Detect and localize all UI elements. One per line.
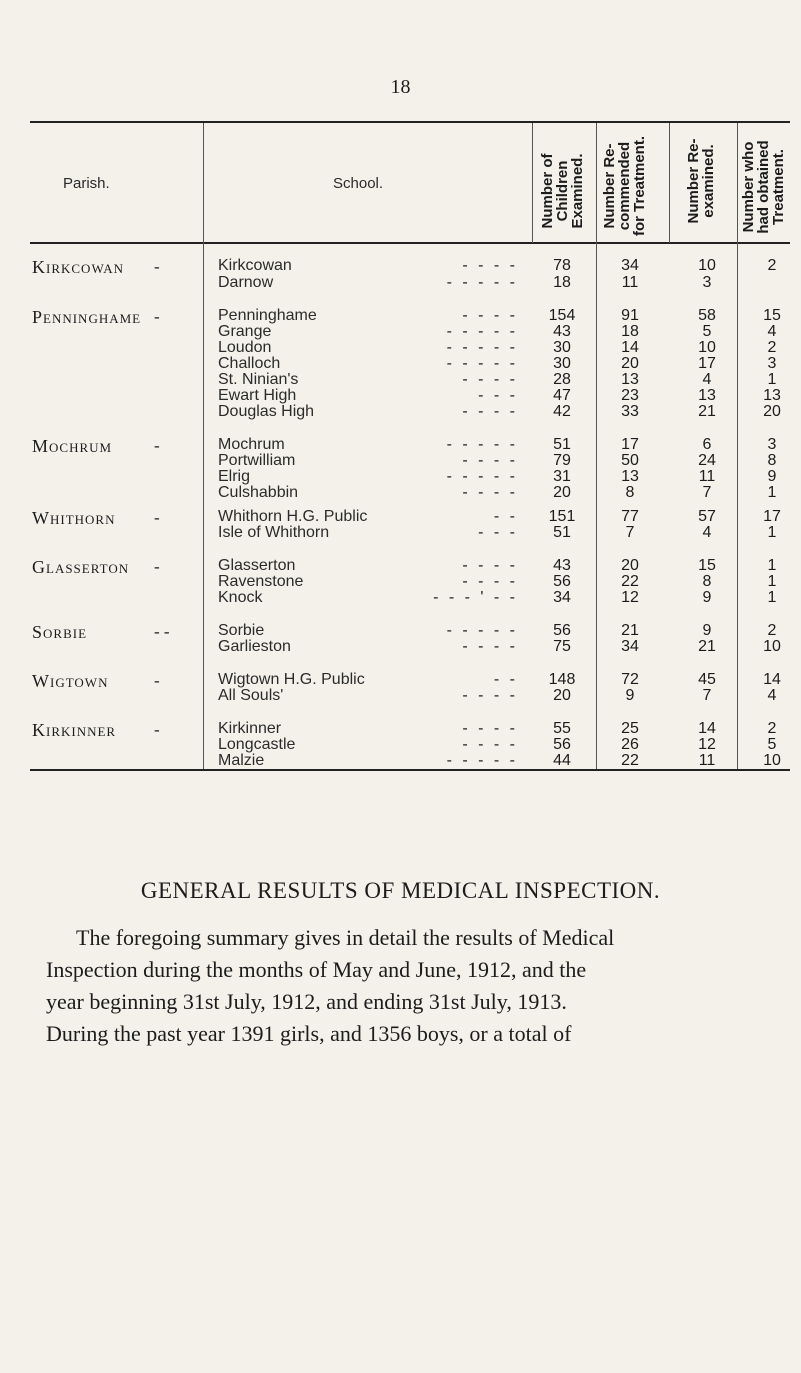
school-name: St. Ninian's xyxy=(218,371,299,388)
school-name: Sorbie xyxy=(218,622,265,639)
recommended-treatment: 23 xyxy=(621,387,639,404)
table-row xyxy=(0,403,801,427)
header-parish: Parish. xyxy=(63,175,110,192)
reexamined: 17 xyxy=(698,355,716,372)
school-name: Glasserton xyxy=(218,557,296,574)
obtained-treatment: 8 xyxy=(767,452,777,469)
parish-name: Whithorn xyxy=(32,508,116,528)
table-row xyxy=(0,484,801,508)
obtained-treatment: 2 xyxy=(767,339,777,356)
leader-dots: - - - - - xyxy=(446,468,518,485)
leader-dots: - - - - - xyxy=(446,752,518,769)
leader-dots: - - - - xyxy=(462,257,518,274)
parish-dash: - xyxy=(154,257,160,276)
school-name: Douglas High xyxy=(218,403,315,420)
children-examined: 30 xyxy=(553,339,571,356)
school-name: Portwilliam xyxy=(218,452,296,469)
recommended-treatment: 21 xyxy=(621,622,639,639)
children-examined: 79 xyxy=(553,452,571,469)
paragraph-line: During the past year 1391 girls, and 1356 boys, or a total of xyxy=(46,1021,572,1046)
school-name: Ravenstone xyxy=(218,573,304,590)
col-divider-reexamined xyxy=(669,123,670,243)
school-name: Isle of Whithorn xyxy=(218,524,330,541)
children-examined: 43 xyxy=(553,557,571,574)
leader-dots: - - - - xyxy=(462,638,518,655)
leader-dots: - - - - xyxy=(462,484,518,501)
leader-dots: - - - - - xyxy=(446,323,518,340)
leader-dots: - - xyxy=(493,508,518,525)
recommended-treatment: 11 xyxy=(621,274,639,291)
school-name: Penninghame xyxy=(218,307,317,324)
recommended-treatment: 72 xyxy=(621,671,639,688)
table-row xyxy=(0,752,801,776)
parish-name: Kirkcowan xyxy=(32,257,125,277)
parish-name: Glasserton xyxy=(32,557,130,577)
obtained-treatment: 10 xyxy=(763,752,781,769)
leader-dots: - - - ' - - xyxy=(433,589,518,606)
reexamined: 45 xyxy=(698,671,716,688)
school-name: Wigtown H.G. Public xyxy=(218,671,365,688)
leader-dots: - - - xyxy=(478,387,518,404)
header-school: School. xyxy=(333,175,384,192)
reexamined: 7 xyxy=(702,687,712,704)
obtained-treatment: 20 xyxy=(763,403,781,420)
recommended-treatment: 22 xyxy=(621,573,639,590)
children-examined: 43 xyxy=(553,323,571,340)
reexamined: 6 xyxy=(702,436,712,453)
leader-dots: - - - - - xyxy=(446,355,518,372)
school-name: Whithorn H.G. Public xyxy=(218,508,368,525)
school-name: Longcastle xyxy=(218,736,296,753)
recommended-treatment: 8 xyxy=(625,484,635,501)
children-examined: 56 xyxy=(553,573,571,590)
recommended-treatment: 13 xyxy=(621,468,639,485)
reexamined: 4 xyxy=(702,371,712,388)
parish-name: Wigtown xyxy=(32,671,109,691)
reexamined: 8 xyxy=(702,573,712,590)
body-paragraph xyxy=(46,922,766,1050)
reexamined: 15 xyxy=(698,557,716,574)
table-row xyxy=(0,524,801,548)
leader-dots: - - - xyxy=(478,524,518,541)
obtained-treatment: 2 xyxy=(767,622,777,639)
reexamined: 21 xyxy=(698,638,716,655)
school-name: Kirkinner xyxy=(218,720,282,737)
school-name: Loudon xyxy=(218,339,272,356)
obtained-treatment: 1 xyxy=(767,573,777,590)
reexamined: 5 xyxy=(702,323,712,340)
parish-dash: - xyxy=(154,307,160,326)
obtained-treatment: 2 xyxy=(767,720,777,737)
recommended-treatment: 17 xyxy=(621,436,639,453)
leader-dots: - - - - xyxy=(462,557,518,574)
obtained-treatment: 14 xyxy=(763,671,781,688)
leader-dots: - - - - - xyxy=(446,274,518,291)
obtained-treatment: 13 xyxy=(763,387,781,404)
school-name: Mochrum xyxy=(218,436,285,453)
parish-dash: - xyxy=(154,671,160,690)
page-number: 18 xyxy=(390,76,411,98)
school-name: Knock xyxy=(218,589,263,606)
school-name: Garlieston xyxy=(218,638,291,655)
recommended-treatment: 13 xyxy=(621,371,639,388)
reexamined: 58 xyxy=(698,307,716,324)
parish-name: Penninghame xyxy=(32,307,142,327)
header-obtained-treatment: Number who had obtained Treatment. xyxy=(740,140,787,234)
recommended-treatment: 34 xyxy=(621,638,639,655)
reexamined: 9 xyxy=(702,589,712,606)
header-reexamined: Number Re-examined. xyxy=(685,138,717,224)
obtained-treatment: 9 xyxy=(767,468,777,485)
reexamined: 10 xyxy=(698,257,716,274)
recommended-treatment: 14 xyxy=(621,339,639,356)
children-examined: 148 xyxy=(548,671,576,688)
leader-dots: - - - - - xyxy=(446,436,518,453)
reexamined: 11 xyxy=(698,468,716,485)
col-divider-examined xyxy=(532,123,533,243)
parish-dash: - xyxy=(154,508,160,527)
obtained-treatment: 1 xyxy=(767,371,777,388)
recommended-treatment: 50 xyxy=(621,452,639,469)
school-name: Ewart High xyxy=(218,387,297,404)
school-name: All Souls' xyxy=(218,687,284,704)
parish-name: Kirkinner xyxy=(32,720,117,740)
reexamined: 24 xyxy=(698,452,716,469)
header-recommended-treatment: Number Re-commended for Treatment. xyxy=(601,135,648,237)
reexamined: 3 xyxy=(702,274,712,291)
children-examined: 151 xyxy=(548,508,576,525)
school-name: Challoch xyxy=(218,355,281,372)
leader-dots: - - - - xyxy=(462,371,518,388)
leader-dots: - - - - xyxy=(462,403,518,420)
school-name: Malzie xyxy=(218,752,265,769)
children-examined: 31 xyxy=(553,468,571,485)
obtained-treatment: 1 xyxy=(767,557,777,574)
leader-dots: - - - - xyxy=(462,720,518,737)
obtained-treatment: 1 xyxy=(767,524,777,541)
recommended-treatment: 22 xyxy=(621,752,639,769)
obtained-treatment: 5 xyxy=(767,736,777,753)
parish-dash: - xyxy=(154,436,160,455)
children-examined: 51 xyxy=(553,436,571,453)
leader-dots: - - - - xyxy=(462,573,518,590)
recommended-treatment: 12 xyxy=(621,589,639,606)
school-name: Kirkcowan xyxy=(218,257,292,274)
recommended-treatment: 77 xyxy=(621,508,639,525)
children-examined: 34 xyxy=(553,589,571,606)
header-children-examined: Number of Children Examined. xyxy=(539,153,586,229)
children-examined: 78 xyxy=(553,257,571,274)
children-examined: 55 xyxy=(553,720,571,737)
paragraph-line: year beginning 31st July, 1912, and ending 31st July, 1913. xyxy=(46,989,567,1014)
leader-dots: - - - - xyxy=(462,687,518,704)
children-examined: 47 xyxy=(553,387,571,404)
recommended-treatment: 91 xyxy=(621,307,639,324)
children-examined: 154 xyxy=(548,307,576,324)
school-name: Darnow xyxy=(218,274,274,291)
children-examined: 56 xyxy=(553,736,571,753)
reexamined: 21 xyxy=(698,403,716,420)
recommended-treatment: 18 xyxy=(621,323,639,340)
parish-name: Sorbie xyxy=(32,622,88,642)
section-title: GENERAL RESULTS OF MEDICAL INSPECTION. xyxy=(140,878,661,903)
obtained-treatment: 1 xyxy=(767,589,777,606)
school-name: Grange xyxy=(218,323,272,340)
obtained-treatment: 3 xyxy=(767,355,777,372)
obtained-treatment: 15 xyxy=(763,307,781,324)
children-examined: 42 xyxy=(553,403,571,420)
children-examined: 75 xyxy=(553,638,571,655)
school-name: Elrig xyxy=(218,468,251,485)
parish-dash: - - xyxy=(154,622,170,641)
leader-dots: - - xyxy=(493,671,518,688)
obtained-treatment: 3 xyxy=(767,436,777,453)
reexamined: 9 xyxy=(702,622,712,639)
obtained-treatment: 10 xyxy=(763,638,781,655)
leader-dots: - - - - - xyxy=(446,339,518,356)
header-bottom-rule xyxy=(30,242,790,244)
reexamined: 14 xyxy=(698,720,716,737)
table-row xyxy=(0,589,801,613)
leader-dots: - - - - xyxy=(462,736,518,753)
children-examined: 44 xyxy=(553,752,571,769)
recommended-treatment: 9 xyxy=(625,687,635,704)
paragraph-line: The foregoing summary gives in detail the results of Medical xyxy=(76,925,615,950)
children-examined: 20 xyxy=(553,687,571,704)
children-examined: 56 xyxy=(553,622,571,639)
reexamined: 4 xyxy=(702,524,712,541)
school-name: Culshabbin xyxy=(218,484,299,501)
obtained-treatment: 2 xyxy=(767,257,777,274)
leader-dots: - - - - - xyxy=(446,622,518,639)
reexamined: 13 xyxy=(698,387,716,404)
recommended-treatment: 34 xyxy=(621,257,639,274)
recommended-treatment: 25 xyxy=(621,720,639,737)
children-examined: 20 xyxy=(553,484,571,501)
reexamined: 7 xyxy=(702,484,712,501)
leader-dots: - - - - xyxy=(462,452,518,469)
table-top-rule xyxy=(30,121,790,123)
recommended-treatment: 7 xyxy=(625,524,635,541)
table-row xyxy=(0,274,801,298)
parish-dash: - xyxy=(154,557,160,576)
reexamined: 10 xyxy=(698,339,716,356)
obtained-treatment: 1 xyxy=(767,484,777,501)
reexamined: 12 xyxy=(698,736,716,753)
children-examined: 28 xyxy=(553,371,571,388)
parish-dash: - xyxy=(154,720,160,739)
reexamined: 57 xyxy=(698,508,716,525)
table-row xyxy=(0,687,801,711)
obtained-treatment: 17 xyxy=(763,508,781,525)
recommended-treatment: 20 xyxy=(621,355,639,372)
obtained-treatment: 4 xyxy=(767,687,777,704)
recommended-treatment: 26 xyxy=(621,736,639,753)
reexamined: 11 xyxy=(698,752,716,769)
obtained-treatment: 4 xyxy=(767,323,777,340)
parish-name: Mochrum xyxy=(32,436,113,456)
children-examined: 18 xyxy=(553,274,571,291)
recommended-treatment: 20 xyxy=(621,557,639,574)
leader-dots: - - - - xyxy=(462,307,518,324)
paragraph-line: Inspection during the months of May and June, 1912, and the xyxy=(46,957,587,982)
table-row xyxy=(0,638,801,662)
children-examined: 51 xyxy=(553,524,571,541)
recommended-treatment: 33 xyxy=(621,403,639,420)
children-examined: 30 xyxy=(553,355,571,372)
